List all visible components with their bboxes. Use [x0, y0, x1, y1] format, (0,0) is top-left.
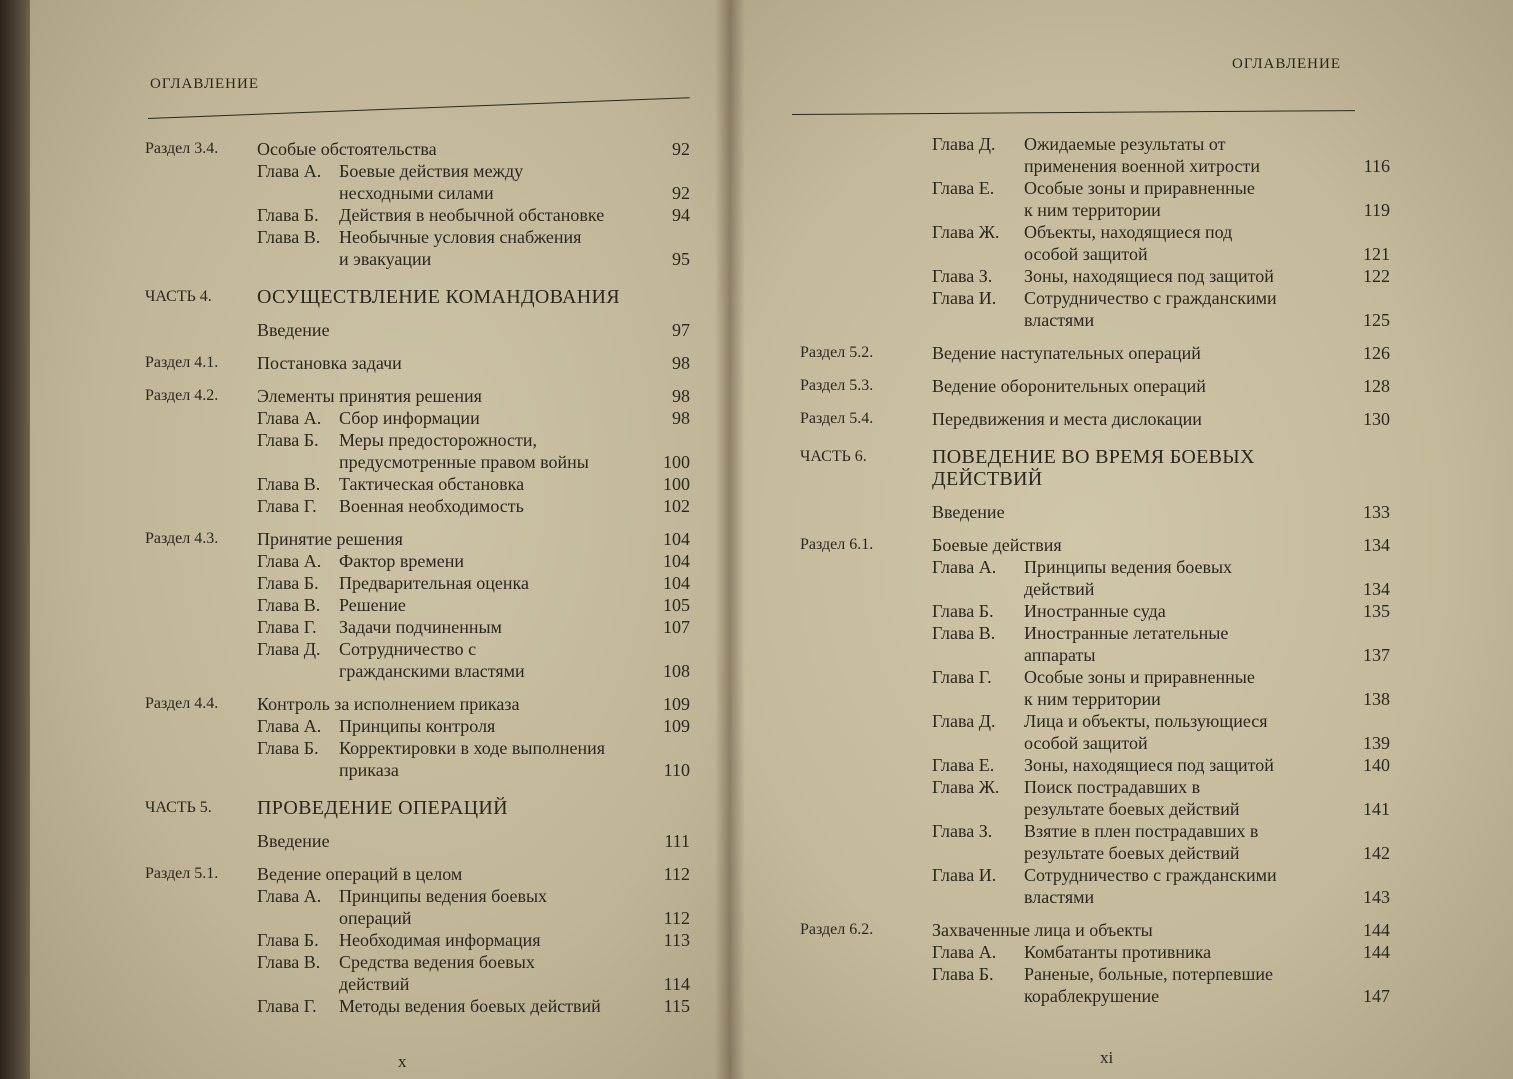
toc-entry-intro	[800, 501, 1390, 523]
toc-entry-title	[339, 495, 648, 517]
toc-entry-chapter	[145, 616, 690, 638]
toc-title-line: ПОВЕДЕНИЕ ВО ВРЕМЯ БОЕВЫХ	[932, 446, 1255, 468]
toc-entry-label: Раздел 6.2.	[800, 921, 874, 938]
toc-title-line: Необычные условия снабжения	[339, 227, 582, 247]
toc-entry-title	[257, 138, 648, 160]
toc-entry-title	[1024, 754, 1348, 776]
toc-chapter-label: Глава З.	[932, 266, 993, 286]
toc-title-line: Сотрудничество с гражданскими	[1024, 865, 1277, 885]
right-folio: xi	[1100, 1048, 1114, 1067]
toc-entry-intro	[145, 319, 690, 341]
toc-entry-title	[932, 919, 1348, 941]
toc-entry-title	[932, 534, 1348, 556]
toc-page-number: 92	[672, 139, 690, 159]
toc-entry-title	[1024, 265, 1348, 287]
toc-entry-chapter	[145, 638, 690, 682]
toc-entry-chapter	[145, 715, 690, 737]
toc-entry-label: Раздел 4.1.	[145, 354, 219, 371]
toc-page-number: 144	[1363, 920, 1390, 940]
toc-chapter-label: Глава Г.	[932, 667, 992, 687]
toc-entry-title	[1024, 622, 1348, 666]
toc-entry-title	[1024, 556, 1348, 600]
toc-entry-chapter	[145, 495, 690, 517]
toc-page-number: 98	[672, 408, 690, 428]
toc-entry-chapter	[800, 963, 1390, 1007]
toc-title-line: Введение	[257, 831, 330, 851]
toc-title-line: Раненые, больные, потерпевшие	[1024, 964, 1274, 984]
toc-entry-title	[257, 352, 648, 374]
toc-title-line: применения военной хитрости	[1024, 156, 1260, 176]
toc-title-line: Сотрудничество с	[339, 639, 477, 659]
toc-entry-title	[257, 693, 648, 715]
toc-entry-chapter	[800, 622, 1390, 666]
toc-chapter-label: Глава Г.	[257, 996, 317, 1016]
toc-entry-chapter	[145, 594, 690, 616]
toc-chapter-label: Глава И.	[932, 288, 997, 308]
toc-title-line: властями	[1024, 887, 1095, 907]
toc-entry-title	[932, 342, 1348, 364]
toc-page-number: 108	[663, 661, 690, 681]
toc-chapter-label: Глава А.	[932, 942, 997, 962]
toc-page-number: 122	[1363, 266, 1390, 286]
toc-title-line: ДЕЙСТВИЙ	[932, 468, 1043, 490]
toc-title-line: Решение	[339, 595, 406, 615]
toc-title-line: результате боевых действий	[1024, 843, 1240, 863]
toc-entry-title	[1024, 820, 1348, 864]
toc-entry-label: ЧАСТЬ 4.	[145, 288, 212, 305]
toc-entry-chapter	[145, 160, 690, 204]
toc-page-number: 140	[1363, 755, 1390, 775]
toc-title-line: несходными силами	[339, 183, 494, 203]
toc-entry-section	[145, 693, 690, 715]
toc-entry-title	[257, 863, 648, 885]
toc-page-number: 125	[1363, 310, 1390, 330]
toc-title-line: Меры предосторожности,	[339, 430, 538, 450]
left-folio: x	[398, 1052, 407, 1071]
toc-entry-chapter	[800, 287, 1390, 331]
toc-entry-title	[257, 528, 648, 550]
toc-entry-section	[800, 534, 1390, 556]
toc-chapter-label: Глава В.	[257, 227, 321, 247]
toc-title-line: Взятие в плен пострадавших в	[1024, 821, 1259, 841]
toc-chapter-label: Глава Г.	[257, 617, 317, 637]
toc-entry-label: Раздел 5.4.	[800, 410, 874, 427]
toc-title-line: Боевые действия	[932, 535, 1062, 555]
toc-page-number: 100	[663, 474, 690, 494]
toc-entry-section	[145, 138, 690, 160]
toc-entry-chapter	[145, 226, 690, 270]
toc-entry-title	[339, 473, 648, 495]
toc-entry-chapter	[145, 929, 690, 951]
toc-entry-chapter	[800, 666, 1390, 710]
toc-title-line: особой защитой	[1024, 244, 1148, 264]
toc-entry-chapter	[145, 204, 690, 226]
toc-page-number: 98	[672, 386, 690, 406]
toc-page-number: 134	[1363, 579, 1390, 599]
toc-title-line: Введение	[257, 320, 330, 340]
toc-entry-chapter	[800, 556, 1390, 600]
right-toc	[800, 133, 1390, 1007]
toc-title-line: Введение	[932, 502, 1005, 522]
toc-entry-title	[339, 429, 648, 473]
toc-entry-title	[339, 951, 648, 995]
left-running-head: ОГЛАВЛЕНИЕ	[150, 76, 259, 92]
toc-entry-chapter	[800, 221, 1390, 265]
toc-page-number: 139	[1363, 733, 1390, 753]
toc-page-number: 102	[663, 496, 690, 516]
toc-title-line: Боевые действия между	[339, 161, 524, 181]
toc-entry-section	[800, 375, 1390, 397]
toc-entry-title	[257, 830, 648, 852]
toc-entry-section	[800, 408, 1390, 430]
toc-chapter-label: Глава А.	[257, 161, 322, 181]
toc-entry-chapter	[145, 995, 690, 1017]
toc-title-line: Элементы принятия решения	[257, 386, 482, 406]
toc-title-line: кораблекрушение	[1024, 986, 1160, 1006]
toc-title-line: ПРОВЕДЕНИЕ ОПЕРАЦИЙ	[257, 797, 508, 819]
toc-entry-chapter	[800, 177, 1390, 221]
toc-chapter-label: Глава В.	[932, 623, 996, 643]
toc-entry-section	[145, 352, 690, 374]
toc-entry-title	[339, 204, 648, 226]
toc-entry-title	[339, 226, 648, 270]
left-toc	[145, 138, 690, 1017]
toc-chapter-label: Глава Е.	[932, 755, 995, 775]
toc-entry-chapter	[800, 710, 1390, 754]
toc-page-number: 110	[663, 760, 690, 780]
toc-page-number: 95	[672, 249, 690, 269]
toc-title-line: Особые зоны и приравненные	[1024, 667, 1255, 687]
toc-title-line: Фактор времени	[339, 551, 464, 571]
toc-title-line: особой защитой	[1024, 733, 1148, 753]
toc-entry-chapter	[145, 572, 690, 594]
toc-entry-title	[932, 446, 1348, 490]
toc-title-line: результате боевых действий	[1024, 799, 1240, 819]
toc-entry-title	[339, 407, 648, 429]
toc-entry-label: ЧАСТЬ 5.	[145, 799, 212, 816]
toc-entry-label: Раздел 5.2.	[800, 344, 874, 361]
toc-page-number: 97	[672, 320, 690, 340]
toc-title-line: Принципы ведения боевых	[339, 886, 548, 906]
toc-title-line: Поиск пострадавших в	[1024, 777, 1201, 797]
toc-chapter-label: Глава В.	[257, 474, 321, 494]
toc-entry-title	[1024, 710, 1348, 754]
toc-entry-title	[257, 286, 648, 308]
toc-chapter-label: Глава В.	[257, 952, 321, 972]
toc-entry-section	[800, 342, 1390, 364]
toc-entry-chapter	[800, 864, 1390, 908]
toc-entry-chapter	[145, 429, 690, 473]
toc-title-line: Тактическая обстановка	[339, 474, 525, 494]
toc-entry-title	[339, 160, 648, 204]
toc-title-line: Комбатанты противника	[1024, 942, 1212, 962]
toc-title-line: Методы ведения боевых действий	[339, 996, 601, 1016]
toc-entry-intro	[145, 830, 690, 852]
toc-entry-title	[932, 501, 1348, 523]
toc-entry-section	[145, 385, 690, 407]
toc-entry-label: Раздел 4.4.	[145, 695, 219, 712]
toc-title-line: Особые обстоятельства	[257, 139, 437, 159]
toc-entry-section	[800, 919, 1390, 941]
toc-title-line: Зоны, находящиеся под защитой	[1024, 755, 1274, 775]
toc-title-line: Ожидаемые результаты от	[1024, 134, 1226, 154]
toc-chapter-label: Глава Б.	[257, 738, 319, 758]
right-running-head: ОГЛАВЛЕНИЕ	[1232, 56, 1341, 72]
toc-page-number: 105	[663, 595, 690, 615]
toc-page-number: 115	[663, 996, 690, 1016]
toc-entry-section	[145, 528, 690, 550]
toc-title-line: Иностранные суда	[1024, 601, 1166, 621]
toc-entry-chapter	[800, 265, 1390, 287]
toc-entry-label: Раздел 4.3.	[145, 530, 219, 547]
toc-title-line: Ведение оборонительных операций	[932, 376, 1206, 396]
toc-chapter-label: Глава Б.	[257, 930, 319, 950]
toc-entry-title	[257, 797, 648, 819]
toc-entry-title	[1024, 776, 1348, 820]
toc-entry-part	[145, 286, 690, 308]
toc-title-line: Задачи подчиненным	[339, 617, 502, 637]
toc-chapter-label: Глава В.	[257, 595, 321, 615]
toc-entry-title	[1024, 600, 1348, 622]
toc-entry-chapter	[145, 473, 690, 495]
toc-entry-title	[1024, 666, 1348, 710]
toc-entry-title	[339, 995, 648, 1017]
toc-entry-label: Раздел 5.1.	[145, 865, 219, 882]
toc-entry-title	[339, 885, 648, 929]
toc-page-number: 147	[1363, 986, 1390, 1006]
toc-title-line: Постановка задачи	[257, 353, 402, 373]
toc-title-line: действий	[339, 974, 410, 994]
toc-entry-chapter	[145, 951, 690, 995]
toc-chapter-label: Глава Ж.	[932, 222, 1000, 242]
toc-title-line: Контроль за исполнением приказа	[257, 694, 520, 714]
toc-entry-label: Раздел 5.3.	[800, 377, 874, 394]
toc-title-line: ОСУЩЕСТВЛЕНИЕ КОМАНДОВАНИЯ	[257, 286, 620, 308]
toc-page-number: 107	[663, 617, 690, 637]
toc-entry-title	[339, 715, 648, 737]
toc-entry-chapter	[145, 407, 690, 429]
toc-page-number: 138	[1363, 689, 1390, 709]
toc-entry-chapter	[800, 754, 1390, 776]
toc-title-line: Средства ведения боевых	[339, 952, 535, 972]
toc-entry-part	[145, 797, 690, 819]
toc-page-number: 144	[1363, 942, 1390, 962]
toc-page-number: 92	[672, 183, 690, 203]
toc-title-line: Ведение операций в целом	[257, 864, 463, 884]
toc-entry-chapter	[145, 550, 690, 572]
toc-entry-title	[257, 319, 648, 341]
toc-title-line: аппараты	[1024, 645, 1096, 665]
toc-title-line: Принципы ведения боевых	[1024, 557, 1233, 577]
toc-entry-title	[1024, 941, 1348, 963]
toc-chapter-label: Глава Б.	[257, 573, 319, 593]
toc-chapter-label: Глава А.	[932, 557, 997, 577]
toc-title-line: действий	[1024, 579, 1095, 599]
toc-page-number: 111	[664, 831, 690, 851]
toc-entry-title	[257, 385, 648, 407]
toc-page-number: 119	[1363, 200, 1390, 220]
toc-title-line: Действия в необычной обстановке	[339, 205, 605, 225]
toc-entry-title	[339, 572, 648, 594]
toc-page-number: 98	[672, 353, 690, 373]
toc-chapter-label: Глава Д.	[932, 711, 996, 731]
toc-page-number: 100	[663, 452, 690, 472]
toc-title-line: Зоны, находящиеся под защитой	[1024, 266, 1274, 286]
toc-entry-title	[1024, 177, 1348, 221]
toc-page-number: 104	[663, 573, 690, 593]
toc-chapter-label: Глава И.	[932, 865, 997, 885]
toc-entry-part	[800, 446, 1390, 490]
toc-title-line: Ведение наступательных операций	[932, 343, 1201, 363]
toc-title-line: Принципы контроля	[339, 716, 496, 736]
toc-title-line: к ним территории	[1024, 689, 1161, 709]
toc-chapter-label: Глава Б.	[932, 964, 994, 984]
toc-entry-title	[339, 594, 648, 616]
toc-entry-title	[1024, 287, 1348, 331]
toc-page-number: 135	[1363, 601, 1390, 621]
toc-title-line: Предварительная оценка	[339, 573, 529, 593]
toc-entry-chapter	[800, 776, 1390, 820]
toc-page-number: 142	[1363, 843, 1390, 863]
toc-title-line: Сотрудничество с гражданскими	[1024, 288, 1277, 308]
toc-page-number: 137	[1363, 645, 1390, 665]
toc-page-number: 130	[1363, 409, 1390, 429]
toc-chapter-label: Глава Д.	[932, 134, 996, 154]
toc-chapter-label: Глава А.	[257, 716, 322, 736]
toc-entry-title	[1024, 221, 1348, 265]
toc-entry-chapter	[145, 885, 690, 929]
toc-chapter-label: Глава А.	[257, 408, 322, 428]
toc-page-number: 143	[1363, 887, 1390, 907]
toc-title-line: Иностранные летательные	[1024, 623, 1229, 643]
toc-chapter-label: Глава Д.	[257, 639, 321, 659]
toc-entry-chapter	[145, 737, 690, 781]
toc-entry-chapter	[800, 820, 1390, 864]
toc-title-line: и эвакуации	[339, 249, 432, 269]
toc-page-number: 112	[663, 864, 690, 884]
toc-entry-label: Раздел 4.2.	[145, 387, 219, 404]
toc-entry-label: Раздел 6.1.	[800, 536, 874, 553]
toc-page-number: 116	[1363, 156, 1390, 176]
toc-entry-title	[932, 375, 1348, 397]
toc-title-line: Передвижения и места дислокации	[932, 409, 1202, 429]
toc-chapter-label: Глава Б.	[257, 205, 319, 225]
toc-page-number: 113	[663, 930, 690, 950]
toc-entry-section	[145, 863, 690, 885]
toc-entry-title	[339, 638, 648, 682]
toc-title-line: Корректировки в ходе выполнения	[339, 738, 606, 758]
toc-title-line: к ним территории	[1024, 200, 1161, 220]
toc-chapter-label: Глава Б.	[257, 430, 319, 450]
toc-entry-title	[339, 550, 648, 572]
toc-entry-title	[1024, 864, 1348, 908]
toc-title-line: приказа	[339, 760, 399, 780]
toc-page-number: 134	[1363, 535, 1390, 555]
book-gutter	[715, 0, 745, 1079]
toc-chapter-label: Глава З.	[932, 821, 993, 841]
toc-page-number: 94	[672, 205, 690, 225]
toc-entry-chapter	[800, 941, 1390, 963]
toc-entry-label: ЧАСТЬ 6.	[800, 448, 867, 465]
toc-chapter-label: Глава Ж.	[932, 777, 1000, 797]
toc-chapter-label: Глава А.	[257, 551, 322, 571]
toc-title-line: Сбор информации	[339, 408, 480, 428]
toc-entry-label: Раздел 3.4.	[145, 140, 219, 157]
toc-title-line: операций	[339, 908, 412, 928]
toc-page-number: 121	[1363, 244, 1390, 264]
toc-entry-title	[932, 408, 1348, 430]
toc-page-number: 141	[1363, 799, 1390, 819]
toc-page-number: 112	[663, 908, 690, 928]
toc-page-number: 114	[663, 974, 690, 994]
toc-page-number: 109	[663, 694, 690, 714]
toc-title-line: гражданскими властями	[339, 661, 525, 681]
toc-page-number: 133	[1363, 502, 1390, 522]
toc-page-number: 128	[1363, 376, 1390, 396]
toc-entry-title	[339, 929, 648, 951]
toc-title-line: Принятие решения	[257, 529, 403, 549]
toc-page-number: 104	[663, 529, 690, 549]
toc-chapter-label: Глава А.	[257, 886, 322, 906]
toc-chapter-label: Глава Г.	[257, 496, 317, 516]
toc-entry-title	[1024, 133, 1348, 177]
toc-title-line: Особые зоны и приравненные	[1024, 178, 1255, 198]
toc-page-number: 126	[1363, 343, 1390, 363]
toc-page-number: 104	[663, 551, 690, 571]
toc-chapter-label: Глава Е.	[932, 178, 995, 198]
toc-title-line: Объекты, находящиеся под	[1024, 222, 1233, 242]
toc-entry-title	[339, 737, 648, 781]
toc-entry-title	[339, 616, 648, 638]
toc-entry-chapter	[800, 133, 1390, 177]
toc-title-line: Захваченные лица и объекты	[932, 920, 1153, 940]
toc-page-number: 109	[663, 716, 690, 736]
toc-title-line: Лица и объекты, пользующиеся	[1024, 711, 1268, 731]
toc-title-line: Военная необходимость	[339, 496, 524, 516]
toc-title-line: властями	[1024, 310, 1095, 330]
toc-entry-chapter	[800, 600, 1390, 622]
toc-chapter-label: Глава Б.	[932, 601, 994, 621]
toc-title-line: Необходимая информация	[339, 930, 541, 950]
toc-title-line: предусмотренные правом войны	[339, 452, 589, 472]
toc-entry-title	[1024, 963, 1348, 1007]
